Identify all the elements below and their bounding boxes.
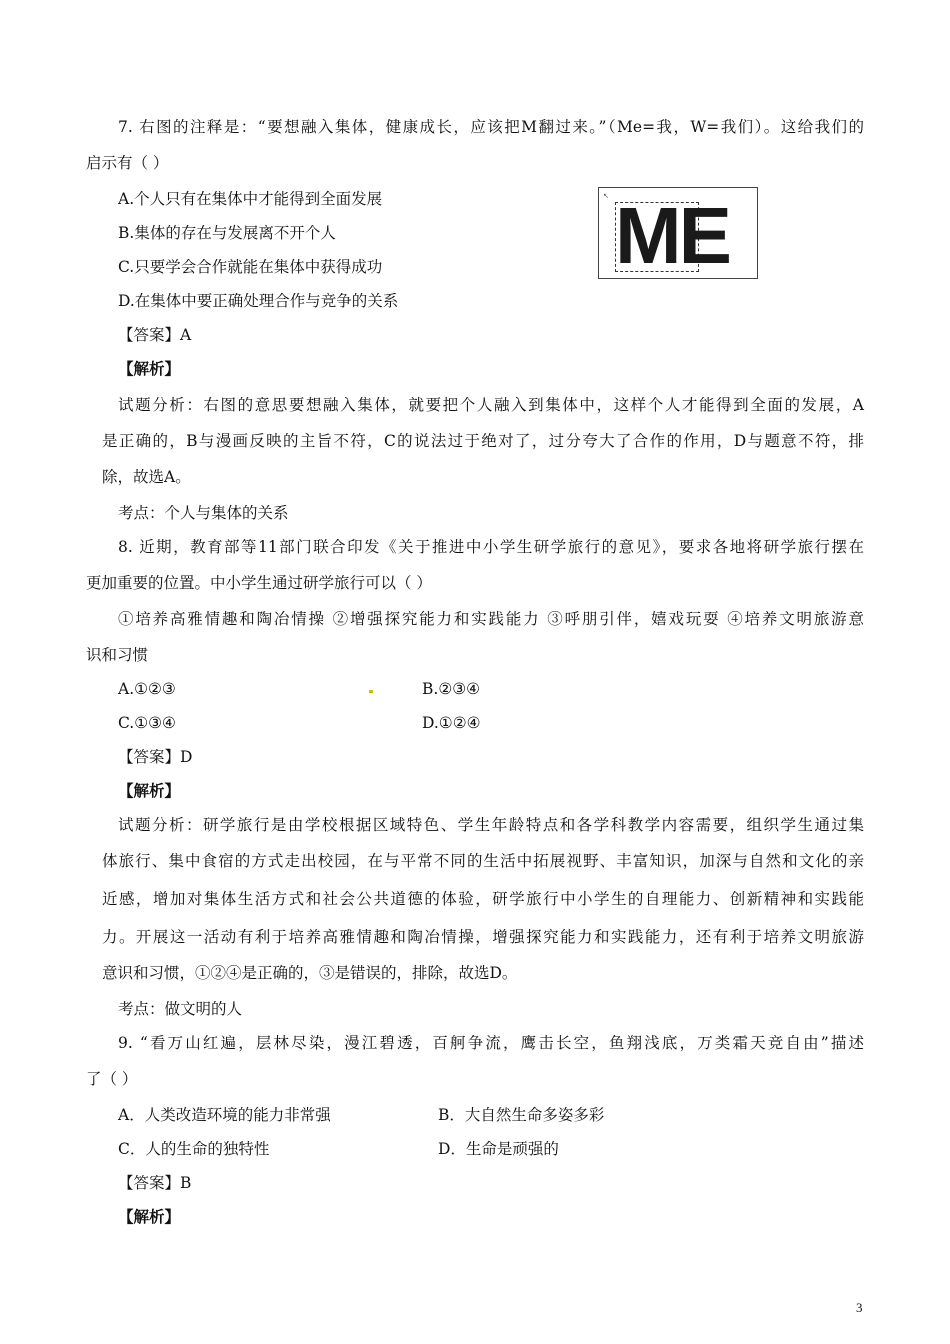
page-number: 3 xyxy=(856,1300,863,1315)
figure-me-text: ME xyxy=(615,191,729,280)
q8-analysis-line-1: 试题分析：研学旅行是由学校根据区域特色、学生年龄特点和各学科教学内容需要，组织学生通过集 xyxy=(118,816,864,834)
q9-option-d: D．生命是顽强的 xyxy=(438,1140,559,1158)
q7-analysis-label: 【解析】 xyxy=(118,359,181,378)
q8-analysis-label: 【解析】 xyxy=(118,781,181,800)
q8-point: 考点：做文明的人 xyxy=(118,1000,243,1018)
q8-analysis-line-2: 体旅行、集中食宿的方式走出校园，在与平常不同的生活中拓展视野、丰富知识，加深与自然和文化的亲 xyxy=(102,852,864,870)
q7-option-c: C.只要学会合作就能在集体中获得成功 xyxy=(118,258,383,276)
q7-answer: 【答案】A xyxy=(118,326,192,344)
q8-option-d: D.①②④ xyxy=(422,714,481,732)
q9-analysis-label: 【解析】 xyxy=(118,1207,181,1226)
q9-option-c: C．人的生命的独特性 xyxy=(118,1140,270,1158)
q9-stem-line-1: 9. “看万山红遍，层林尽染，漫江碧透，百舸争流，鹰击长空，鱼翔浅底，万类霜天竞自由”描述 xyxy=(118,1034,864,1052)
q9-option-a: A．人类改造环境的能力非常强 xyxy=(118,1106,331,1124)
q7-option-a: A.个人只有在集体中才能得到全面发展 xyxy=(118,190,383,208)
q7-option-d: D.在集体中要正确处理合作与竞争的关系 xyxy=(118,292,399,310)
q8-items-line-2: 识和习惯 xyxy=(86,646,149,664)
q7-stem-line-1: 7. 右图的注释是：“要想融入集体，健康成长，应该把M翻过来。”（Me=我，W=我们）。这给我们的 xyxy=(118,118,864,136)
q7-analysis-line-2: 是正确的，B与漫画反映的主旨不符，C的说法过于绝对了，过分夸大了合作的作用，D与题意不符，排 xyxy=(102,432,864,450)
q8-stem-line-2: 更加重要的位置。中小学生通过研学旅行可以（ ） xyxy=(86,574,432,592)
q9-option-b: B．大自然生命多姿多彩 xyxy=(438,1106,605,1124)
q7-stem-line-2: 启示有（ ） xyxy=(86,154,169,172)
q8-analysis-line-4: 力。开展这一活动有利于培养高雅情趣和陶冶情操，增强探究能力和实践能力，还有利于培养文明旅游 xyxy=(102,928,864,946)
q8-analysis-line-5: 意识和习惯，①②④是正确的，③是错误的，排除，故选D。 xyxy=(102,964,518,982)
q7-analysis-line-1: 试题分析：右图的意思要想融入集体，就要把个人融入到集体中，这样个人才能得到全面的发展，A xyxy=(118,396,864,414)
q9-stem-line-2: 了（ ） xyxy=(86,1070,138,1088)
q7-option-b: B.集体的存在与发展离不开个人 xyxy=(118,224,336,242)
q8-answer: 【答案】D xyxy=(118,748,193,766)
q7-analysis-line-3: 除，故选A。 xyxy=(102,468,191,486)
q8-analysis-line-3: 近感，增加对集体生活方式和社会公共道德的体验，研学旅行中小学生的自理能力、创新精神和实践能 xyxy=(102,890,864,908)
stray-mark xyxy=(369,690,373,693)
q9-answer: 【答案】B xyxy=(118,1174,192,1192)
q8-option-a: A.①②③ xyxy=(118,680,176,698)
q7-point: 考点：个人与集体的关系 xyxy=(118,504,289,522)
figure-corner-mark: ↖ xyxy=(603,192,609,200)
q8-option-c: C.①③④ xyxy=(118,714,176,732)
q8-items-line-1: ①培养高雅情趣和陶冶情操 ②增强探究能力和实践能力 ③呼朋引伴，嬉戏玩耍 ④培养文明旅游意 xyxy=(118,610,864,628)
q8-option-b: B.②③④ xyxy=(422,680,481,698)
q8-stem-line-1: 8. 近期，教育部等11部门联合印发《关于推进中小学生研学旅行的意见》，要求各地将研学旅行摆在 xyxy=(118,538,864,556)
me-cartoon-figure xyxy=(598,187,758,279)
